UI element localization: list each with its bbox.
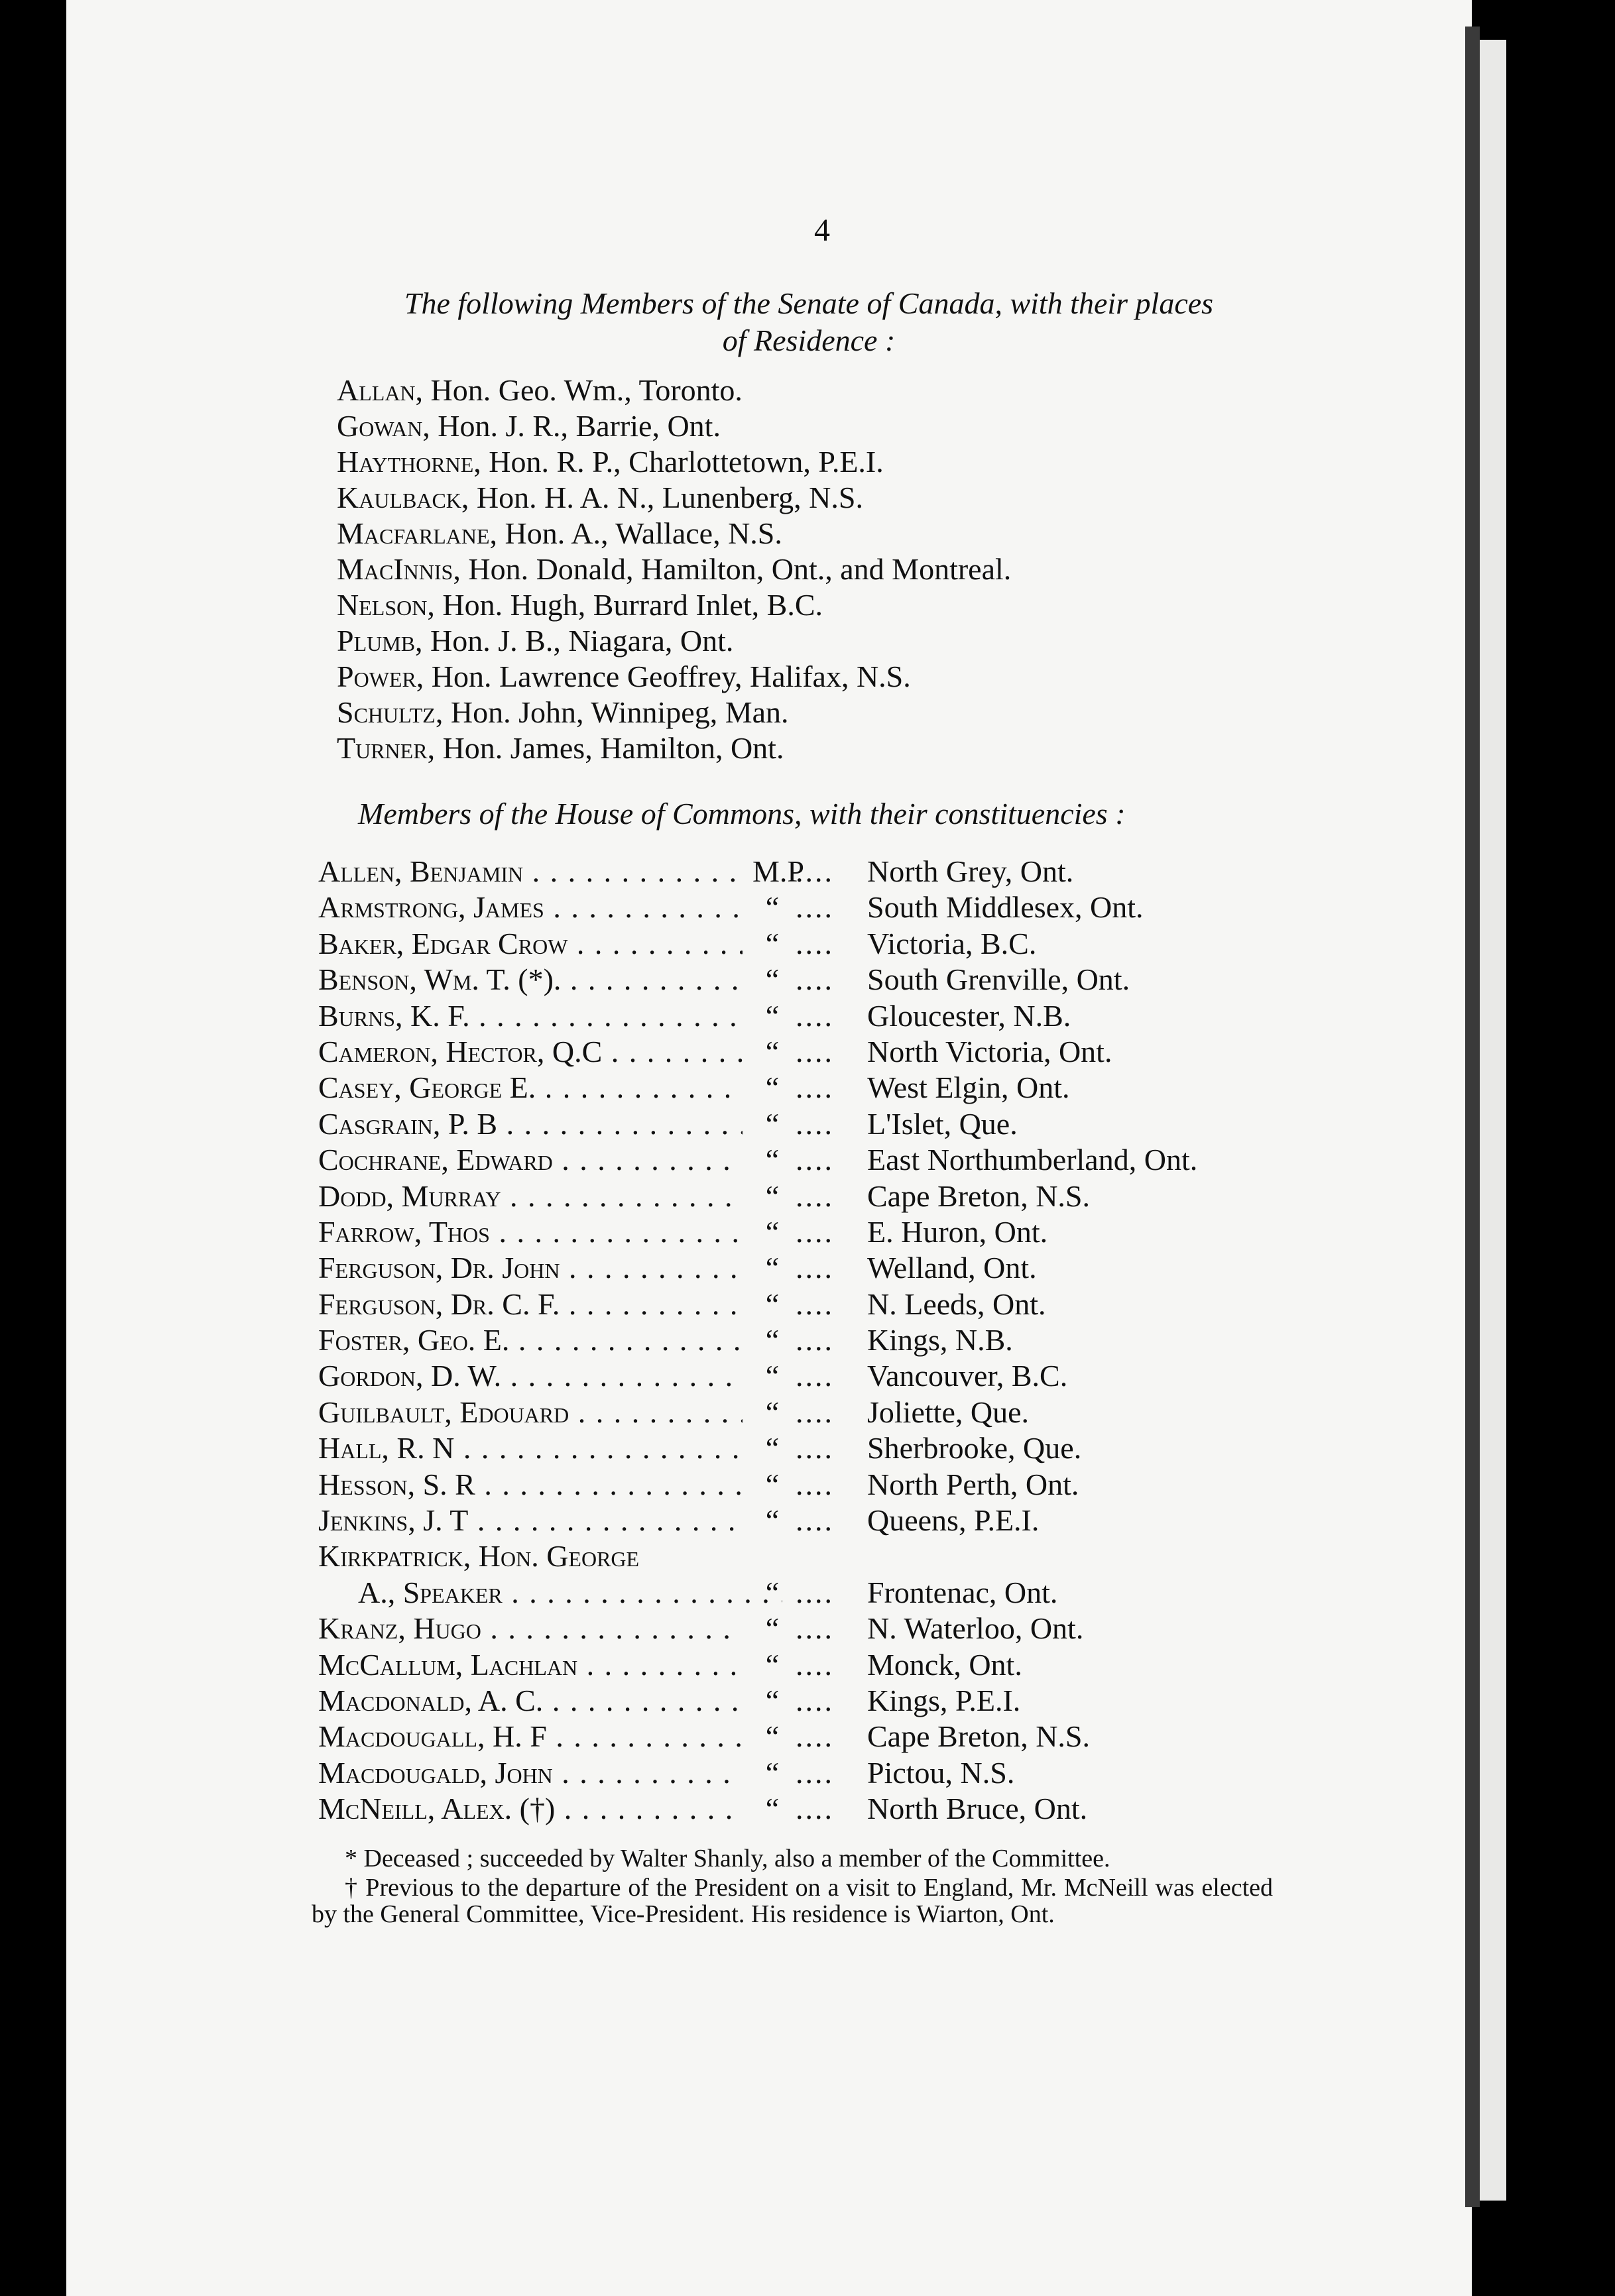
leader-dots: .... <box>796 1395 834 1429</box>
senate-member-row <box>337 516 1011 551</box>
senate-member-row <box>337 373 1011 408</box>
commons-member-mark: “ <box>765 1359 780 1393</box>
senate-member-row <box>337 587 1011 623</box>
commons-member-row <box>318 1395 1352 1430</box>
commons-member-constituency: North Perth, Ont. <box>867 1467 1079 1501</box>
senate-member-details: , Hon. Hugh, Burrard Inlet, B.C. <box>427 588 823 622</box>
leader-dots: .... <box>796 854 834 888</box>
commons-member-mark: “ <box>765 1106 780 1141</box>
commons-member-name: Baker, Edgar Crow . . . <box>318 926 743 962</box>
commons-member-row <box>318 1538 1352 1574</box>
commons-member-constituency: N. Waterloo, Ont. <box>867 1611 1084 1646</box>
commons-member-row <box>318 854 1352 890</box>
senate-member-row <box>337 659 1011 695</box>
commons-member-mark: “ <box>765 1611 780 1646</box>
senate-member-surname: Gowan <box>337 409 423 443</box>
commons-member-constituency: West Elgin, Ont. <box>867 1070 1070 1105</box>
commons-member-mark: “ <box>765 1575 780 1609</box>
leader-dots: .... <box>796 1287 834 1321</box>
commons-member-name: Ferguson, Dr. John . . . <box>318 1250 743 1286</box>
commons-member-row <box>318 1178 1352 1214</box>
senate-heading-line1: The following Members of the Senate of Canada, with their places <box>404 286 1214 320</box>
commons-member-constituency: Frontenac, Ont. <box>867 1575 1058 1609</box>
commons-member-constituency: North Victoria, Ont. <box>867 1034 1112 1068</box>
senate-heading <box>298 285 1319 359</box>
commons-member-name: Casey, George E. . . . <box>318 1070 743 1106</box>
commons-member-constituency: Queens, P.E.I. <box>867 1503 1040 1538</box>
commons-member-mark: M.P <box>752 854 804 888</box>
page-number: 4 <box>814 213 830 248</box>
senate-member-row <box>337 730 1011 766</box>
commons-member-row <box>318 962 1352 998</box>
commons-member-name: Cochrane, Edward . . . <box>318 1142 743 1178</box>
commons-member-name: A., Speaker . . . <box>318 1575 782 1611</box>
footnote-vice-president: † Previous to the departure of the President on a visit to England, Mr. McNeill was elected by the General Committee, Vice-President. His residence is Wiarton, Ont. <box>312 1874 1273 1928</box>
commons-member-mark: “ <box>765 1251 780 1285</box>
senate-member-details: , Hon. Donald, Hamilton, Ont., and Montreal. <box>453 552 1012 586</box>
senate-member-surname: Haythorne <box>337 445 474 479</box>
leader-dots: .... <box>796 1683 834 1717</box>
commons-member-name: Allen, Benjamin . . . <box>318 854 743 890</box>
commons-member-row <box>318 1106 1352 1142</box>
commons-member-name: Foster, Geo. E. . . . <box>318 1322 743 1358</box>
leader-dots: .... <box>796 1431 834 1465</box>
commons-member-name: Dodd, Murray . . . <box>318 1178 743 1214</box>
commons-member-name: Hesson, S. R . . . <box>318 1467 743 1503</box>
commons-member-mark: “ <box>765 1503 780 1538</box>
senate-member-details: , Hon. John, Winnipeg, Man. <box>435 695 789 729</box>
commons-member-name: Hall, R. N . . . <box>318 1430 743 1466</box>
commons-member-name: Casgrain, P. B . . . <box>318 1106 743 1142</box>
commons-member-mark: “ <box>765 998 780 1033</box>
commons-member-row <box>318 1034 1352 1070</box>
senate-member-surname: Allan <box>337 373 416 407</box>
commons-member-name: Guilbault, Edouard . . . <box>318 1395 743 1430</box>
leader-dots: .... <box>796 1214 834 1249</box>
commons-member-mark: “ <box>765 1647 780 1682</box>
leader-dots: .... <box>796 1575 834 1609</box>
commons-member-constituency: Cape Breton, N.S. <box>867 1719 1091 1754</box>
commons-member-mark: “ <box>765 1719 780 1754</box>
leader-dots: .... <box>796 1070 834 1105</box>
senate-member-surname: Power <box>337 660 416 693</box>
senate-member-details: , Hon. Geo. Wm., Toronto. <box>415 373 743 407</box>
senate-members-list <box>337 373 1011 766</box>
leader-dots: .... <box>796 890 834 925</box>
commons-member-constituency: Kings, P.E.I. <box>867 1683 1021 1717</box>
commons-member-row <box>318 1647 1352 1683</box>
leader-dots: .... <box>796 1503 834 1538</box>
leader-dots: .... <box>796 1755 834 1790</box>
senate-member-row <box>337 551 1011 587</box>
commons-heading: Members of the House of Commons, with their constituencies : <box>358 797 1126 831</box>
leader-dots: .... <box>796 1792 834 1826</box>
senate-member-details: , Hon. J. R., Barrie, Ont. <box>422 409 721 443</box>
commons-member-row <box>318 1287 1352 1322</box>
next-page-edge <box>1480 40 1506 2201</box>
commons-member-row <box>318 1070 1352 1106</box>
commons-member-mark: “ <box>765 926 780 960</box>
commons-member-name: Gordon, D. W. . . . <box>318 1358 743 1394</box>
binding-shadow <box>1465 27 1480 2207</box>
leader-dots: .... <box>796 1106 834 1141</box>
leader-dots: .... <box>796 1034 834 1068</box>
commons-member-name: Macdonald, A. C. . . . <box>318 1683 743 1719</box>
commons-member-row <box>318 1430 1352 1466</box>
senate-member-surname: Schultz <box>337 695 436 729</box>
leader-dots: .... <box>796 1178 834 1213</box>
commons-member-constituency: South Middlesex, Ont. <box>867 890 1144 925</box>
commons-member-row <box>318 1755 1352 1791</box>
senate-member-details: , Hon. James, Hamilton, Ont. <box>427 731 784 765</box>
commons-member-name: Cameron, Hector, Q.C . . . <box>318 1034 743 1070</box>
commons-member-mark: “ <box>765 1178 780 1213</box>
commons-member-constituency: Vancouver, B.C. <box>867 1359 1068 1393</box>
commons-member-row <box>318 1503 1352 1538</box>
commons-member-mark: “ <box>765 1467 780 1501</box>
footnote-deceased: * Deceased ; succeeded by Walter Shanly, also a member of the Committee. <box>345 1845 1110 1872</box>
commons-member-mark: “ <box>765 1683 780 1717</box>
commons-member-mark: “ <box>765 1755 780 1790</box>
leader-dots: .... <box>796 1719 834 1754</box>
commons-member-row <box>318 1791 1352 1827</box>
senate-member-details: , Hon. R. P., Charlottetown, P.E.I. <box>473 445 884 479</box>
commons-member-constituency: L'Islet, Que. <box>867 1106 1018 1141</box>
commons-member-mark: “ <box>765 1792 780 1826</box>
commons-member-mark: “ <box>765 1034 780 1068</box>
footnotes <box>312 1845 1273 1930</box>
commons-member-row <box>318 1214 1352 1250</box>
commons-member-mark: “ <box>765 1323 780 1357</box>
commons-member-row <box>318 1719 1352 1754</box>
commons-member-constituency: Kings, N.B. <box>867 1323 1013 1357</box>
leader-dots: .... <box>796 1143 834 1177</box>
commons-member-row <box>318 1322 1352 1358</box>
commons-member-row <box>318 890 1352 925</box>
leader-dots: .... <box>796 1467 834 1501</box>
commons-member-name: Kranz, Hugo . . . <box>318 1611 743 1646</box>
commons-member-constituency: N. Leeds, Ont. <box>867 1287 1046 1321</box>
senate-member-surname: Kaulback <box>337 481 461 514</box>
senate-member-surname: Turner <box>337 731 428 765</box>
commons-member-name: Macdougald, John . . . <box>318 1755 743 1791</box>
commons-member-name: McNeill, Alex. (†) . . . <box>318 1791 743 1827</box>
senate-member-details: , Hon. H. A. N., Lunenberg, N.S. <box>461 481 863 514</box>
commons-member-constituency: Welland, Ont. <box>867 1251 1037 1285</box>
commons-member-name: Jenkins, J. T . . . <box>318 1503 743 1538</box>
commons-member-mark: “ <box>765 1431 780 1465</box>
commons-member-name: Macdougall, H. F . . . <box>318 1719 743 1754</box>
commons-member-mark: “ <box>765 962 780 997</box>
commons-member-constituency: East Northumberland, Ont. <box>867 1143 1198 1177</box>
commons-member-mark: “ <box>765 890 780 925</box>
senate-member-row <box>337 480 1011 516</box>
commons-member-mark: “ <box>765 1143 780 1177</box>
senate-heading-line2: of Residence : <box>722 323 896 357</box>
leader-dots: .... <box>796 1251 834 1285</box>
commons-member-row <box>318 1575 1352 1611</box>
commons-member-constituency: Joliette, Que. <box>867 1395 1029 1429</box>
leader-dots: .... <box>796 1611 834 1646</box>
commons-member-constituency: Victoria, B.C. <box>867 926 1037 960</box>
commons-member-constituency: North Grey, Ont. <box>867 854 1074 888</box>
leader-dots: .... <box>796 998 834 1033</box>
commons-member-mark: “ <box>765 1070 780 1105</box>
senate-member-row <box>337 444 1011 480</box>
senate-member-row <box>337 623 1011 659</box>
commons-member-name: McCallum, Lachlan . . . <box>318 1647 743 1683</box>
senate-member-row <box>337 695 1011 730</box>
commons-member-constituency: North Bruce, Ont. <box>867 1792 1088 1826</box>
leader-dots: .... <box>796 962 834 997</box>
commons-member-constituency: Monck, Ont. <box>867 1647 1022 1682</box>
senate-member-row <box>337 408 1011 444</box>
commons-member-name: Benson, Wm. T. (*). . . . <box>318 962 743 998</box>
commons-member-row <box>318 1142 1352 1178</box>
leader-dots: .... <box>796 1323 834 1357</box>
senate-member-surname: Nelson <box>337 588 428 622</box>
commons-member-constituency: Cape Breton, N.S. <box>867 1178 1091 1213</box>
leader-dots: .... <box>796 1647 834 1682</box>
commons-member-name: Farrow, Thos . . . <box>318 1214 743 1250</box>
senate-member-details: , Hon. A., Wallace, N.S. <box>489 516 782 550</box>
commons-member-constituency: Pictou, N.S. <box>867 1755 1015 1790</box>
commons-member-name: Kirkpatrick, Hon. George <box>318 1539 640 1574</box>
senate-member-details: , Hon. Lawrence Geoffrey, Halifax, N.S. <box>416 660 911 693</box>
commons-member-name: Ferguson, Dr. C. F. . . . <box>318 1287 743 1322</box>
leader-dots: .... <box>796 926 834 960</box>
senate-member-surname: Macfarlane <box>337 516 490 550</box>
commons-member-name: Burns, K. F. . . . <box>318 998 743 1034</box>
commons-member-row <box>318 1358 1352 1394</box>
commons-member-row <box>318 926 1352 962</box>
commons-member-row <box>318 1250 1352 1286</box>
commons-member-row <box>318 1611 1352 1646</box>
commons-member-constituency: Gloucester, N.B. <box>867 998 1071 1033</box>
senate-member-details: , Hon. J. B., Niagara, Ont. <box>415 624 734 658</box>
senate-member-surname: MacInnis <box>337 552 453 586</box>
commons-member-row <box>318 1683 1352 1719</box>
commons-members-table <box>318 854 1352 1827</box>
commons-member-constituency: South Grenville, Ont. <box>867 962 1130 997</box>
commons-member-mark: “ <box>765 1395 780 1429</box>
commons-member-name: Armstrong, James . . . <box>318 890 743 925</box>
commons-member-mark: “ <box>765 1287 780 1321</box>
leader-dots: .... <box>796 1359 834 1393</box>
commons-member-constituency: E. Huron, Ont. <box>867 1214 1048 1249</box>
commons-member-row <box>318 998 1352 1034</box>
commons-member-constituency: Sherbrooke, Que. <box>867 1431 1082 1465</box>
senate-member-surname: Plumb <box>337 624 416 658</box>
commons-member-row <box>318 1467 1352 1503</box>
commons-member-mark: “ <box>765 1214 780 1249</box>
